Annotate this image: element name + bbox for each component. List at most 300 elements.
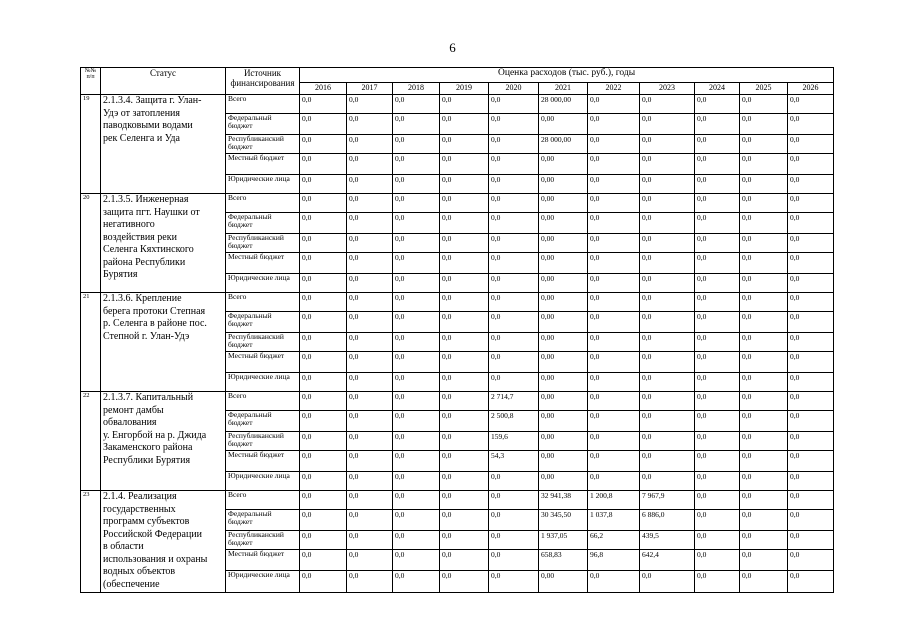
expense-value: 0,0 <box>588 352 640 373</box>
funding-source: Юридические лица <box>226 373 300 392</box>
expense-value: 0,0 <box>788 510 834 531</box>
header-num: №№ п/п <box>81 68 101 95</box>
expense-value: 0,0 <box>588 432 640 451</box>
expense-value: 7 967,9 <box>640 491 695 510</box>
expense-value: 0,0 <box>393 135 440 154</box>
expense-value: 0,0 <box>347 392 393 411</box>
expense-value: 0,00 <box>539 451 588 472</box>
expense-value: 0,0 <box>588 373 640 392</box>
expense-value: 0,0 <box>740 175 788 194</box>
expense-value: 0,0 <box>393 293 440 312</box>
expense-value: 0,0 <box>300 194 347 213</box>
expense-value: 0,0 <box>740 312 788 333</box>
expense-value: 0,0 <box>640 175 695 194</box>
expense-value: 0,0 <box>740 550 788 571</box>
expense-value: 0,0 <box>347 274 393 293</box>
expense-value: 0,0 <box>695 333 740 352</box>
expense-value: 0,0 <box>695 373 740 392</box>
expense-value: 0,0 <box>347 373 393 392</box>
expense-value: 0,0 <box>300 253 347 274</box>
expense-value: 0,0 <box>347 234 393 253</box>
funding-source: Федеральный бюджет <box>226 114 300 135</box>
expense-value: 0,0 <box>440 510 489 531</box>
expense-value: 0,0 <box>640 95 695 114</box>
expense-value: 0,0 <box>588 154 640 175</box>
expense-value: 0,0 <box>695 510 740 531</box>
expense-value: 0,0 <box>300 392 347 411</box>
expense-value: 0,0 <box>300 571 347 593</box>
funding-source: Федеральный бюджет <box>226 411 300 432</box>
expense-value: 0,0 <box>588 95 640 114</box>
expense-value: 0,0 <box>393 411 440 432</box>
expense-value: 0,0 <box>393 95 440 114</box>
header-year-2022: 2022 <box>588 83 640 95</box>
expense-value: 0,0 <box>640 213 695 234</box>
expense-value: 0,0 <box>300 373 347 392</box>
expense-value: 0,0 <box>347 194 393 213</box>
expense-value: 0,0 <box>347 293 393 312</box>
expense-value: 0,0 <box>440 451 489 472</box>
expense-value: 0,0 <box>440 194 489 213</box>
funding-source: Федеральный бюджет <box>226 312 300 333</box>
expense-value: 0,0 <box>588 472 640 491</box>
expense-value: 0,0 <box>695 491 740 510</box>
header-year-2016: 2016 <box>300 83 347 95</box>
expense-value: 0,0 <box>740 531 788 550</box>
expense-value: 0,0 <box>640 472 695 491</box>
expense-value: 0,0 <box>489 333 539 352</box>
expense-value: 0,0 <box>300 154 347 175</box>
expense-value: 0,0 <box>740 95 788 114</box>
expense-value: 0,00 <box>539 333 588 352</box>
expense-value: 0,00 <box>539 432 588 451</box>
expense-value: 0,0 <box>393 352 440 373</box>
expense-value: 0,0 <box>740 114 788 135</box>
expense-value: 0,0 <box>393 373 440 392</box>
expense-value: 0,0 <box>489 114 539 135</box>
expense-value: 0,0 <box>740 154 788 175</box>
expense-value: 0,0 <box>440 432 489 451</box>
expense-value: 0,0 <box>788 373 834 392</box>
expense-value: 28 000,00 <box>539 95 588 114</box>
expense-value: 0,0 <box>440 392 489 411</box>
header-year-2019: 2019 <box>440 83 489 95</box>
expense-value: 0,0 <box>788 234 834 253</box>
expense-value: 0,0 <box>695 253 740 274</box>
expense-value: 0,0 <box>440 333 489 352</box>
measure-status: 2.1.3.7. Капитальный ремонт дамбы обвалования у. Енгорбой на р. Джида Закаменского района Республики Бурятия <box>101 392 226 491</box>
expense-value: 0,0 <box>640 253 695 274</box>
measure-status: 2.1.3.6. Крепление берега протоки Степная р. Селенга в районе пос. Степной г. Улан-Удэ <box>101 293 226 392</box>
measure-status: 2.1.3.5. Инженерная защита пгт. Наушки от негативного воздействия реки Селенга Кяхтинского района Республики Бурятия <box>101 194 226 293</box>
header-source: Источник финансирования <box>226 68 300 95</box>
expense-value: 0,0 <box>588 411 640 432</box>
expense-value: 0,0 <box>788 451 834 472</box>
expense-value: 0,0 <box>788 411 834 432</box>
table-row <box>81 95 834 114</box>
expense-value: 0,0 <box>695 352 740 373</box>
expense-value: 0,0 <box>489 491 539 510</box>
expense-value: 0,00 <box>539 571 588 593</box>
expense-value: 0,0 <box>393 213 440 234</box>
expense-value: 0,0 <box>695 213 740 234</box>
expense-value: 0,0 <box>788 175 834 194</box>
expense-value: 0,0 <box>788 550 834 571</box>
expense-value: 0,0 <box>300 352 347 373</box>
expense-value: 0,0 <box>695 114 740 135</box>
expense-value: 0,0 <box>440 312 489 333</box>
table-row <box>81 194 834 213</box>
expense-value: 0,0 <box>640 451 695 472</box>
table-row <box>81 392 834 411</box>
expense-value: 0,0 <box>300 293 347 312</box>
header-year-2023: 2023 <box>640 83 695 95</box>
expense-value: 0,0 <box>788 531 834 550</box>
expense-value: 0,0 <box>440 175 489 194</box>
expense-value: 0,0 <box>788 312 834 333</box>
expense-value: 0,0 <box>695 472 740 491</box>
funding-source: Федеральный бюджет <box>226 213 300 234</box>
expense-value: 0,0 <box>347 312 393 333</box>
expense-value: 0,0 <box>740 253 788 274</box>
expense-value: 642,4 <box>640 550 695 571</box>
funding-source: Местный бюджет <box>226 550 300 571</box>
expense-value: 0,00 <box>539 234 588 253</box>
expense-value: 0,0 <box>393 312 440 333</box>
expense-value: 0,0 <box>788 114 834 135</box>
expense-value: 0,0 <box>440 411 489 432</box>
expense-value: 0,0 <box>300 472 347 491</box>
funding-source: Юридические лица <box>226 472 300 491</box>
expense-value: 0,0 <box>440 274 489 293</box>
expense-value: 0,0 <box>740 510 788 531</box>
funding-source: Всего <box>226 293 300 312</box>
expense-value: 0,0 <box>300 411 347 432</box>
expense-value: 1 200,8 <box>588 491 640 510</box>
expense-value: 0,0 <box>347 352 393 373</box>
expense-value: 0,0 <box>740 491 788 510</box>
expense-value: 0,0 <box>347 550 393 571</box>
expense-value: 0,0 <box>640 114 695 135</box>
expense-value: 0,0 <box>347 472 393 491</box>
expense-value: 0,0 <box>440 531 489 550</box>
header-year-2020: 2020 <box>489 83 539 95</box>
funding-source: Юридические лица <box>226 274 300 293</box>
expense-value: 32 941,38 <box>539 491 588 510</box>
expense-value: 0,0 <box>695 234 740 253</box>
expense-value: 0,00 <box>539 352 588 373</box>
expense-value: 0,0 <box>740 451 788 472</box>
expense-value: 0,0 <box>640 312 695 333</box>
expense-value: 0,0 <box>489 352 539 373</box>
expense-value: 0,0 <box>347 114 393 135</box>
expense-value: 0,0 <box>740 571 788 593</box>
expense-value: 0,0 <box>489 154 539 175</box>
expense-value: 0,00 <box>539 175 588 194</box>
expense-value: 0,0 <box>347 333 393 352</box>
funding-source: Республиканский бюджет <box>226 135 300 154</box>
expense-value: 0,0 <box>393 451 440 472</box>
expense-value: 0,0 <box>347 95 393 114</box>
expense-value: 0,0 <box>393 550 440 571</box>
row-number: 23 <box>81 491 101 593</box>
expense-value: 0,0 <box>300 175 347 194</box>
expense-value: 0,0 <box>588 274 640 293</box>
expense-value: 0,00 <box>539 154 588 175</box>
expense-value: 0,0 <box>740 135 788 154</box>
expense-value: 0,0 <box>788 293 834 312</box>
funding-source: Республиканский бюджет <box>226 234 300 253</box>
expense-value: 30 345,50 <box>539 510 588 531</box>
expense-value: 0,0 <box>788 432 834 451</box>
expense-value: 0,0 <box>489 135 539 154</box>
expense-value: 1 937,05 <box>539 531 588 550</box>
expense-value: 0,0 <box>347 432 393 451</box>
expense-value: 0,0 <box>300 213 347 234</box>
expense-value: 0,0 <box>788 352 834 373</box>
expense-value: 0,0 <box>640 571 695 593</box>
expense-value: 0,0 <box>640 154 695 175</box>
expense-value: 0,0 <box>440 571 489 593</box>
funding-source: Всего <box>226 194 300 213</box>
expense-value: 0,0 <box>588 114 640 135</box>
expense-value: 0,0 <box>588 253 640 274</box>
expense-value: 0,0 <box>489 175 539 194</box>
row-number: 20 <box>81 194 101 293</box>
expense-value: 0,0 <box>588 333 640 352</box>
funding-source: Республиканский бюджет <box>226 333 300 352</box>
expense-value: 0,0 <box>300 432 347 451</box>
expense-value: 0,0 <box>695 531 740 550</box>
expense-value: 54,3 <box>489 451 539 472</box>
expense-value: 0,0 <box>489 95 539 114</box>
expense-value: 0,0 <box>300 135 347 154</box>
expense-value: 0,0 <box>300 510 347 531</box>
funding-source: Всего <box>226 392 300 411</box>
funding-source: Федеральный бюджет <box>226 510 300 531</box>
expense-value: 0,00 <box>539 274 588 293</box>
funding-source: Местный бюджет <box>226 451 300 472</box>
expense-value: 0,0 <box>588 571 640 593</box>
expense-value: 0,0 <box>440 373 489 392</box>
expense-value: 0,0 <box>440 491 489 510</box>
expense-value: 0,0 <box>695 293 740 312</box>
expense-value: 0,0 <box>489 253 539 274</box>
expense-value: 159,6 <box>489 432 539 451</box>
expense-value: 0,0 <box>440 114 489 135</box>
expense-value: 0,0 <box>740 194 788 213</box>
expense-value: 0,0 <box>440 550 489 571</box>
expense-value: 0,0 <box>695 312 740 333</box>
measure-status: 2.1.4. Реализация государственных программ субъектов Российской Федерации в области использования и охраны водных объектов (обеспечение <box>101 491 226 593</box>
expense-value: 0,0 <box>489 531 539 550</box>
expense-value: 0,0 <box>489 571 539 593</box>
table-row <box>81 293 834 312</box>
expense-value: 0,0 <box>300 491 347 510</box>
expense-value: 0,0 <box>695 175 740 194</box>
expense-value: 0,0 <box>393 510 440 531</box>
expense-value: 0,0 <box>640 234 695 253</box>
expense-value: 96,8 <box>588 550 640 571</box>
expense-value: 0,0 <box>640 135 695 154</box>
table-body <box>81 95 834 593</box>
expense-value: 0,0 <box>440 253 489 274</box>
expense-value: 0,0 <box>393 234 440 253</box>
expense-value: 0,0 <box>300 531 347 550</box>
expense-value: 0,0 <box>695 550 740 571</box>
header-year-2024: 2024 <box>695 83 740 95</box>
expense-value: 0,0 <box>588 175 640 194</box>
expense-value: 0,0 <box>489 510 539 531</box>
expense-value: 0,0 <box>695 154 740 175</box>
header-status: Статус <box>101 68 226 95</box>
expense-value: 0,00 <box>539 411 588 432</box>
funding-source: Всего <box>226 95 300 114</box>
expense-value: 0,0 <box>393 274 440 293</box>
expense-value: 0,0 <box>788 392 834 411</box>
expense-value: 0,0 <box>393 392 440 411</box>
expense-value: 0,0 <box>640 373 695 392</box>
expense-value: 0,0 <box>347 253 393 274</box>
expense-value: 0,0 <box>788 95 834 114</box>
funding-source: Местный бюджет <box>226 253 300 274</box>
expense-value: 0,0 <box>788 491 834 510</box>
expense-value: 0,0 <box>440 213 489 234</box>
expense-value: 0,0 <box>347 491 393 510</box>
expense-value: 6 886,0 <box>640 510 695 531</box>
expense-value: 0,0 <box>300 114 347 135</box>
expense-value: 0,0 <box>347 571 393 593</box>
expense-value: 0,0 <box>347 154 393 175</box>
expense-value: 0,0 <box>440 135 489 154</box>
expense-value: 0,0 <box>300 274 347 293</box>
expense-value: 0,0 <box>788 194 834 213</box>
expense-value: 0,0 <box>588 293 640 312</box>
expense-value: 0,0 <box>347 531 393 550</box>
expense-value: 0,0 <box>393 154 440 175</box>
header-estimate: Оценка расходов (тыс. руб.), годы <box>300 68 834 83</box>
expense-value: 0,0 <box>740 392 788 411</box>
budget-table <box>80 67 834 593</box>
expense-value: 0,0 <box>300 312 347 333</box>
header-year-2018: 2018 <box>393 83 440 95</box>
header-year-2017: 2017 <box>347 83 393 95</box>
expense-value: 0,0 <box>300 451 347 472</box>
expense-value: 0,0 <box>300 550 347 571</box>
table-header <box>81 68 834 95</box>
expense-value: 0,0 <box>347 411 393 432</box>
expense-value: 0,0 <box>393 472 440 491</box>
expense-value: 0,0 <box>740 274 788 293</box>
funding-source: Местный бюджет <box>226 154 300 175</box>
expense-value: 0,0 <box>588 135 640 154</box>
expense-value: 0,00 <box>539 373 588 392</box>
funding-source: Республиканский бюджет <box>226 432 300 451</box>
expense-value: 0,0 <box>640 333 695 352</box>
header-year-2026: 2026 <box>788 83 834 95</box>
expense-value: 0,0 <box>393 175 440 194</box>
expense-value: 439,5 <box>640 531 695 550</box>
expense-value: 0,00 <box>539 293 588 312</box>
expense-value: 0,0 <box>640 194 695 213</box>
expense-value: 0,0 <box>440 472 489 491</box>
expense-value: 0,0 <box>440 234 489 253</box>
expense-value: 2 714,7 <box>489 392 539 411</box>
expense-value: 0,0 <box>640 274 695 293</box>
page-number: 6 <box>449 40 456 55</box>
expense-value: 0,0 <box>640 411 695 432</box>
expense-value: 0,0 <box>489 373 539 392</box>
expense-value: 0,0 <box>788 213 834 234</box>
expense-value: 0,0 <box>588 234 640 253</box>
expense-value: 0,0 <box>788 253 834 274</box>
expense-value: 658,83 <box>539 550 588 571</box>
expense-value: 0,0 <box>788 472 834 491</box>
expense-value: 0,00 <box>539 312 588 333</box>
expense-value: 0,0 <box>300 95 347 114</box>
expense-value: 0,0 <box>588 194 640 213</box>
row-number: 21 <box>81 293 101 392</box>
expense-value: 0,0 <box>788 154 834 175</box>
expense-value: 2 500,8 <box>489 411 539 432</box>
expense-value: 0,0 <box>695 194 740 213</box>
expense-value: 0,0 <box>588 451 640 472</box>
expense-value: 0,0 <box>489 194 539 213</box>
expense-value: 0,0 <box>695 411 740 432</box>
expense-value: 0,0 <box>489 274 539 293</box>
expense-value: 0,0 <box>393 333 440 352</box>
expense-value: 0,0 <box>695 571 740 593</box>
expense-value: 0,0 <box>393 531 440 550</box>
table-row <box>81 491 834 510</box>
expense-value: 0,0 <box>695 451 740 472</box>
expense-value: 0,0 <box>393 571 440 593</box>
expense-value: 0,0 <box>588 392 640 411</box>
expense-value: 0,0 <box>740 352 788 373</box>
expense-value: 0,00 <box>539 472 588 491</box>
expense-value: 1 037,8 <box>588 510 640 531</box>
expense-value: 0,0 <box>588 312 640 333</box>
header-year-2025: 2025 <box>740 83 788 95</box>
expense-value: 0,00 <box>539 253 588 274</box>
expense-value: 0,0 <box>588 213 640 234</box>
funding-source: Республиканский бюджет <box>226 531 300 550</box>
expense-value: 0,0 <box>489 293 539 312</box>
expense-value: 0,0 <box>695 95 740 114</box>
funding-source: Всего <box>226 491 300 510</box>
expense-value: 0,0 <box>640 392 695 411</box>
expense-value: 0,0 <box>347 135 393 154</box>
expense-value: 0,0 <box>740 333 788 352</box>
expense-value: 0,00 <box>539 213 588 234</box>
expense-value: 0,0 <box>740 213 788 234</box>
expense-value: 0,0 <box>393 194 440 213</box>
expense-value: 0,0 <box>640 352 695 373</box>
expense-value: 0,0 <box>695 432 740 451</box>
expense-value: 0,0 <box>489 472 539 491</box>
expense-value: 0,0 <box>788 135 834 154</box>
measure-status: 2.1.3.4. Защита г. Улан- Удэ от затопления паводковыми водами рек Селенга и Уда <box>101 95 226 194</box>
funding-source: Юридические лица <box>226 571 300 593</box>
expense-value: 0,0 <box>740 373 788 392</box>
expense-value: 0,0 <box>740 432 788 451</box>
expense-value: 66,2 <box>588 531 640 550</box>
expense-value: 0,0 <box>440 352 489 373</box>
expense-value: 0,0 <box>440 95 489 114</box>
expense-value: 0,0 <box>640 293 695 312</box>
expense-value: 0,0 <box>695 274 740 293</box>
expense-value: 0,0 <box>347 510 393 531</box>
